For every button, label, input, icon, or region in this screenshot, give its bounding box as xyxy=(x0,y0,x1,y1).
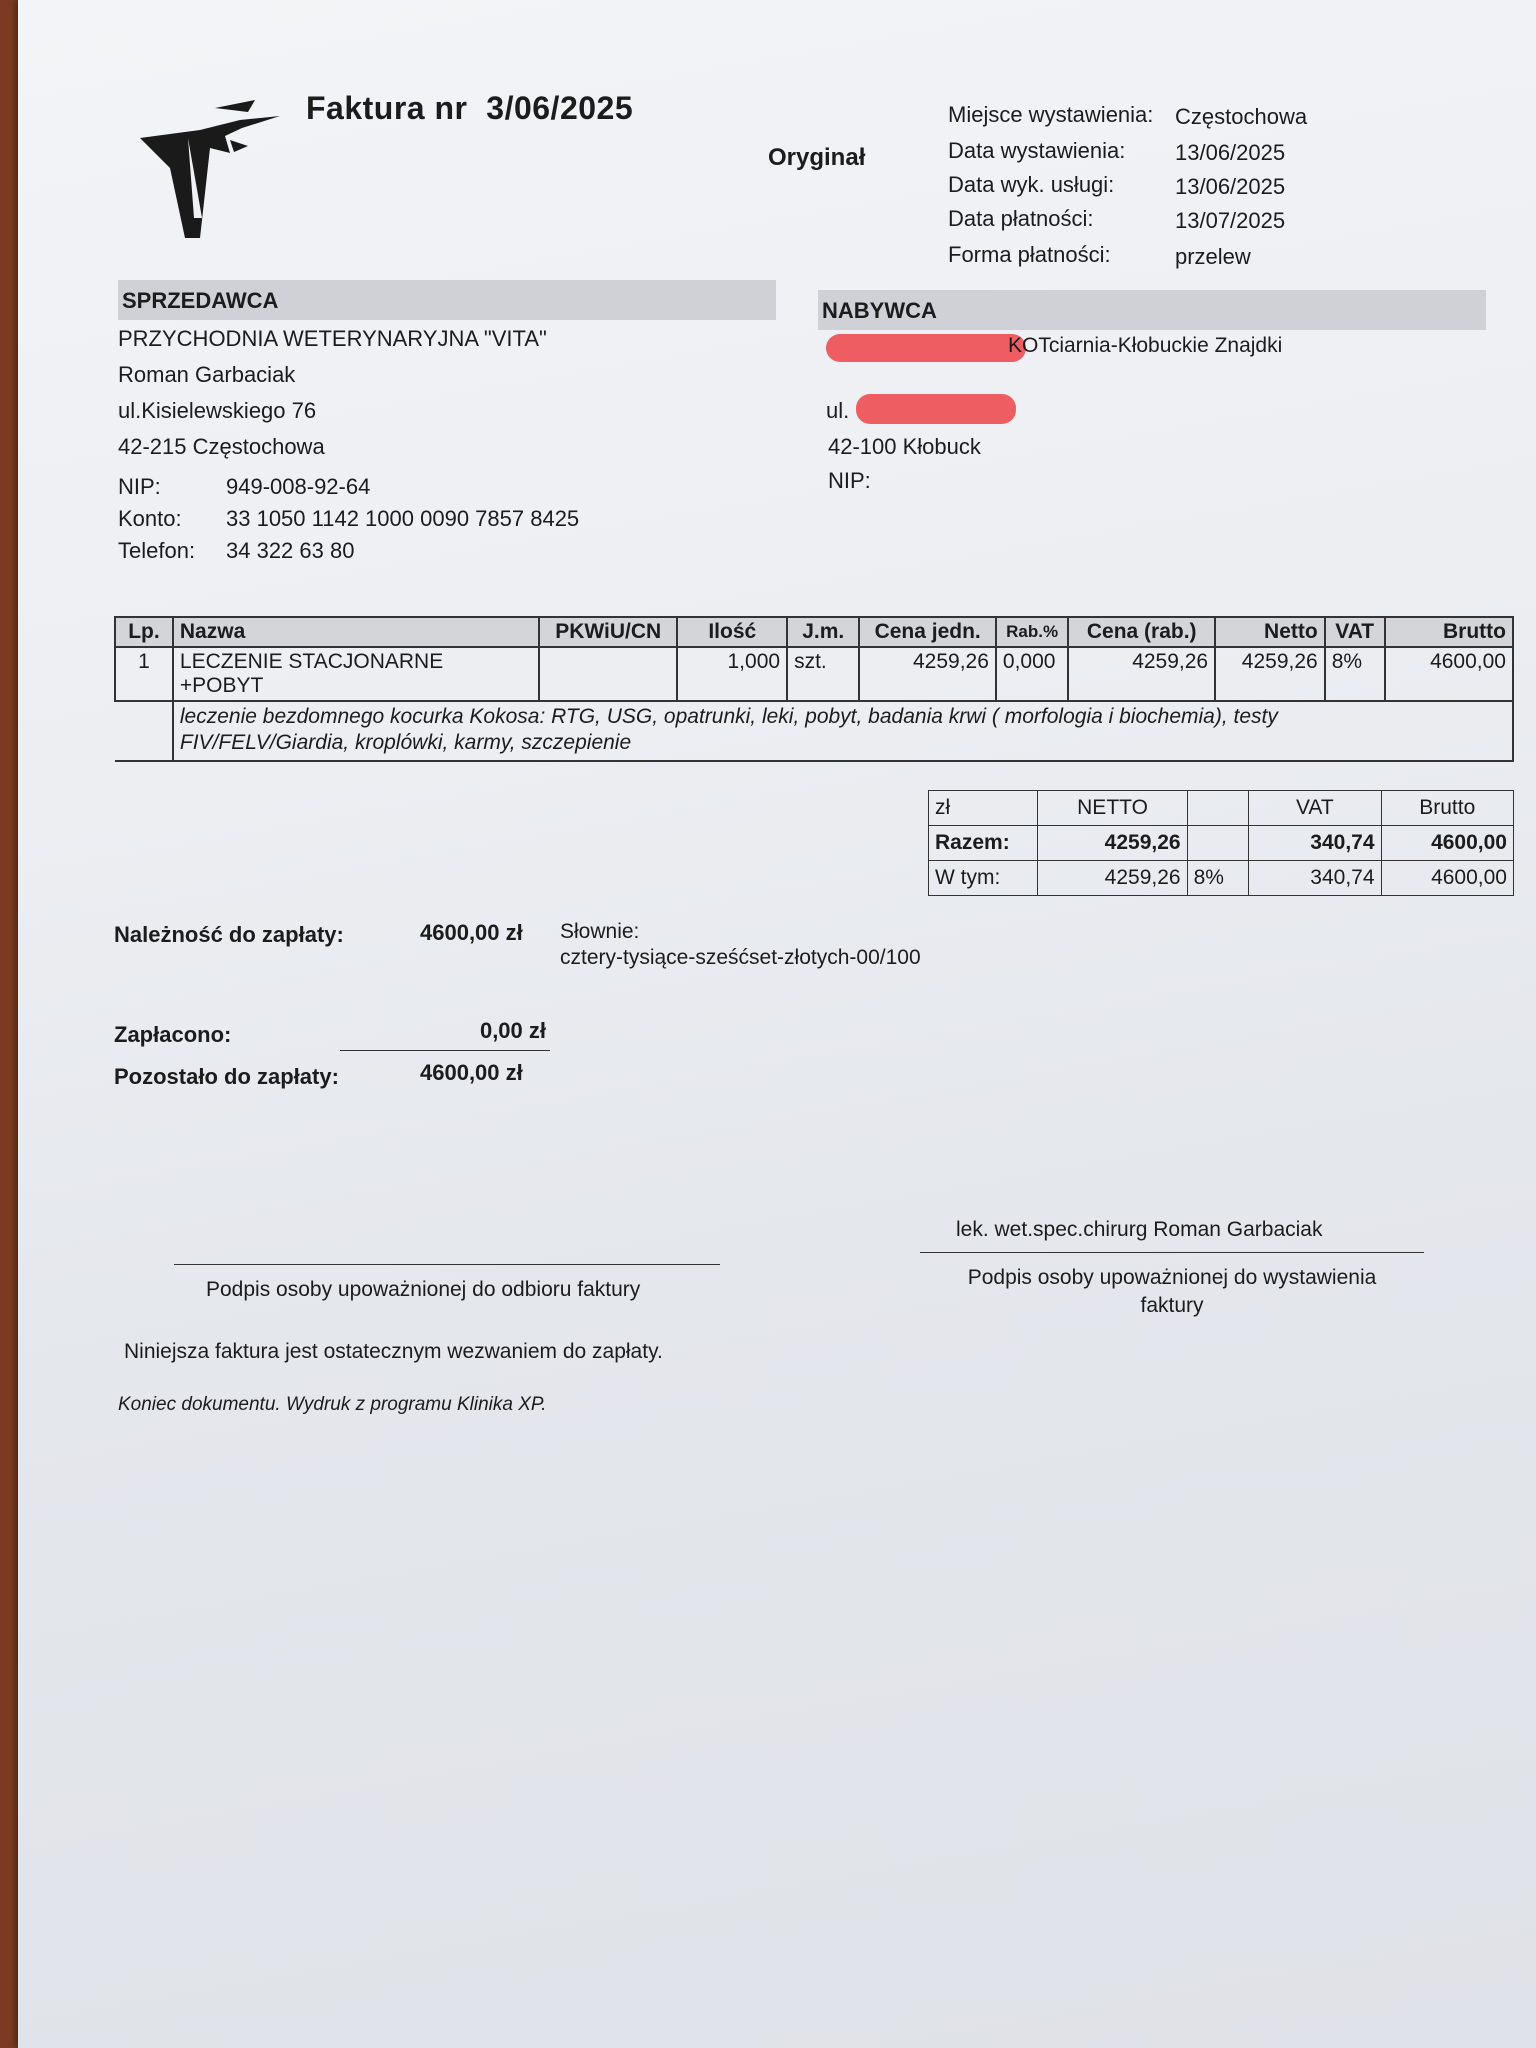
invoice-number: 3/06/2025 xyxy=(486,90,634,126)
seller-name: PRZYCHODNIA WETERYNARYJNA "VITA" xyxy=(118,326,547,351)
meta-value-payment-date: 13/07/2025 xyxy=(1175,208,1286,233)
table-row-description xyxy=(115,701,1513,761)
sum-total-gross: 4600,00 xyxy=(1381,826,1513,861)
buyer-street-prefix: ul. xyxy=(826,398,850,423)
sum-breakdown-vat: 340,74 xyxy=(1249,861,1381,896)
seller-street: ul.Kisielewskiego 76 xyxy=(118,398,317,423)
sum-breakdown-label: W tym: xyxy=(929,861,1038,896)
sum-col-rate xyxy=(1187,791,1249,826)
woodpecker-logo xyxy=(130,98,290,243)
seller-phone-label: Telefon: xyxy=(118,538,196,563)
cell-unit: szt. xyxy=(787,647,859,701)
cell-lp: 1 xyxy=(115,647,173,701)
sum-total-rate xyxy=(1187,826,1249,861)
buyer-header-label: NABYWCA xyxy=(822,298,937,323)
sum-breakdown-gross: 4600,00 xyxy=(1381,861,1513,896)
sum-col-vat: VAT xyxy=(1249,791,1381,826)
col-vat: VAT xyxy=(1325,617,1385,647)
end-note: Koniec dokumentu. Wydruk z programu Klinika XP. xyxy=(118,1394,547,1415)
col-qty: Ilość xyxy=(677,617,787,647)
issuer-caption-line2: faktury xyxy=(1140,1294,1204,1317)
col-discount: Rab.% xyxy=(996,617,1068,647)
remaining-label: Pozostało do zapłaty: xyxy=(114,1064,339,1089)
meta-label-payment-method: Forma płatności: xyxy=(948,242,1111,267)
final-notice: Niniejsza faktura jest ostatecznym wezwaniem do zapłaty. xyxy=(124,1340,663,1363)
cell-unit-price: 4259,26 xyxy=(859,647,995,701)
sum-col-gross: Brutto xyxy=(1381,791,1513,826)
meta-value-service-date: 13/06/2025 xyxy=(1175,174,1286,199)
sum-breakdown-rate: 8% xyxy=(1187,861,1249,896)
seller-header xyxy=(118,280,776,320)
cell-vat: 8% xyxy=(1325,647,1385,701)
items-table xyxy=(114,616,1514,762)
redaction-buyer-street xyxy=(856,394,1016,424)
summary-header-row xyxy=(929,791,1514,826)
seller-person: Roman Garbaciak xyxy=(118,362,296,387)
summary-total-row xyxy=(929,826,1514,861)
redaction-buyer-name xyxy=(826,334,1026,362)
recipient-caption: Podpis osoby upoważnionej do odbioru faktury xyxy=(206,1278,641,1301)
seller-account-label: Konto: xyxy=(118,506,182,531)
cell-gross: 4600,00 xyxy=(1385,647,1513,701)
paid-underline xyxy=(340,1050,550,1051)
seller-phone: 34 322 63 80 xyxy=(226,538,355,563)
col-pkwiu: PKWiU/CN xyxy=(539,617,678,647)
sum-total-label: Razem: xyxy=(929,826,1038,861)
items-header-row xyxy=(115,617,1513,647)
seller-nip: 949-008-92-64 xyxy=(226,474,371,499)
cell-name xyxy=(173,647,539,701)
col-lp: Lp. xyxy=(115,617,173,647)
paid-amount: 0,00 zł xyxy=(479,1018,546,1043)
meta-value-payment-method: przelew xyxy=(1175,244,1251,269)
desc-spacer xyxy=(115,701,173,761)
meta-label-issue-date: Data wystawienia: xyxy=(948,138,1126,163)
meta-value-issue-date: 13/06/2025 xyxy=(1175,140,1286,165)
col-discounted-price: Cena (rab.) xyxy=(1068,617,1215,647)
issuer-name: lek. wet.spec.chirurg Roman Garbaciak xyxy=(956,1218,1323,1241)
sum-col-net: NETTO xyxy=(1038,791,1187,826)
buyer-header xyxy=(818,290,1486,330)
summary-breakdown-row xyxy=(929,861,1514,896)
col-unit-price: Cena jedn. xyxy=(859,617,995,647)
item-name-line2: +POBYT xyxy=(179,674,264,697)
item-description-line2: FIV/FELV/Giardia, kroplówki, karmy, szczepienie xyxy=(179,731,632,754)
remaining-amount: 4600,00 zł xyxy=(420,1060,523,1085)
cell-qty: 1,000 xyxy=(677,647,787,701)
buyer-name: KOTciarnia-Kłobuckie Znajdki xyxy=(1008,334,1283,357)
invoice-title-prefix: Faktura nr xyxy=(306,90,468,126)
recipient-signature-line xyxy=(174,1264,720,1265)
buyer-nip-label: NIP: xyxy=(828,468,871,493)
cell-discount: 0,000 xyxy=(996,647,1068,701)
seller-city: 42-215 Częstochowa xyxy=(118,434,325,459)
cell-pkwiu xyxy=(539,647,678,701)
seller-header-label: SPRZEDAWCA xyxy=(122,288,279,313)
col-net: Netto xyxy=(1215,617,1325,647)
col-name: Nazwa xyxy=(173,617,539,647)
meta-label-place: Miejsce wystawienia: xyxy=(948,102,1154,127)
issuer-caption-line1: Podpis osoby upoważnionej do wystawienia xyxy=(967,1266,1377,1289)
meta-label-payment-date: Data płatności: xyxy=(948,206,1094,231)
seller-account: 33 1050 1142 1000 0090 7857 8425 xyxy=(226,506,580,531)
cell-discounted-price: 4259,26 xyxy=(1068,647,1215,701)
words-label: Słownie: xyxy=(560,920,640,943)
due-amount: 4600,00 zł xyxy=(420,920,523,945)
due-label: Należność do zapłaty: xyxy=(114,922,344,947)
copy-label: Oryginał xyxy=(768,144,866,171)
amount-in-words: cztery-tysiące-sześćset-złotych-00/100 xyxy=(560,946,921,969)
table-row xyxy=(115,647,1513,701)
buyer-city: 42-100 Kłobuck xyxy=(828,434,981,459)
sum-col-currency: zł xyxy=(929,791,1038,826)
item-name-line1: LECZENIE STACJONARNE xyxy=(179,650,444,673)
summary-table xyxy=(928,790,1514,896)
invoice-title xyxy=(306,90,633,127)
sum-breakdown-net: 4259,26 xyxy=(1038,861,1187,896)
col-gross: Brutto xyxy=(1385,617,1513,647)
issuer-signature-line xyxy=(920,1252,1424,1253)
meta-label-service-date: Data wyk. usługi: xyxy=(948,172,1115,197)
invoice-page xyxy=(18,0,1536,2048)
meta-value-place: Częstochowa xyxy=(1175,104,1308,129)
item-description xyxy=(173,701,1513,761)
sum-total-net: 4259,26 xyxy=(1038,826,1187,861)
sum-total-vat: 340,74 xyxy=(1249,826,1381,861)
seller-nip-label: NIP: xyxy=(118,474,161,499)
cell-net: 4259,26 xyxy=(1215,647,1325,701)
paid-label: Zapłacono: xyxy=(114,1022,232,1047)
item-description-line1: leczenie bezdomnego kocurka Kokosa: RTG, USG, opatrunki, leki, pobyt, badania krwi ( morfologia i biochemia), testy xyxy=(179,705,1278,728)
col-unit: J.m. xyxy=(787,617,859,647)
